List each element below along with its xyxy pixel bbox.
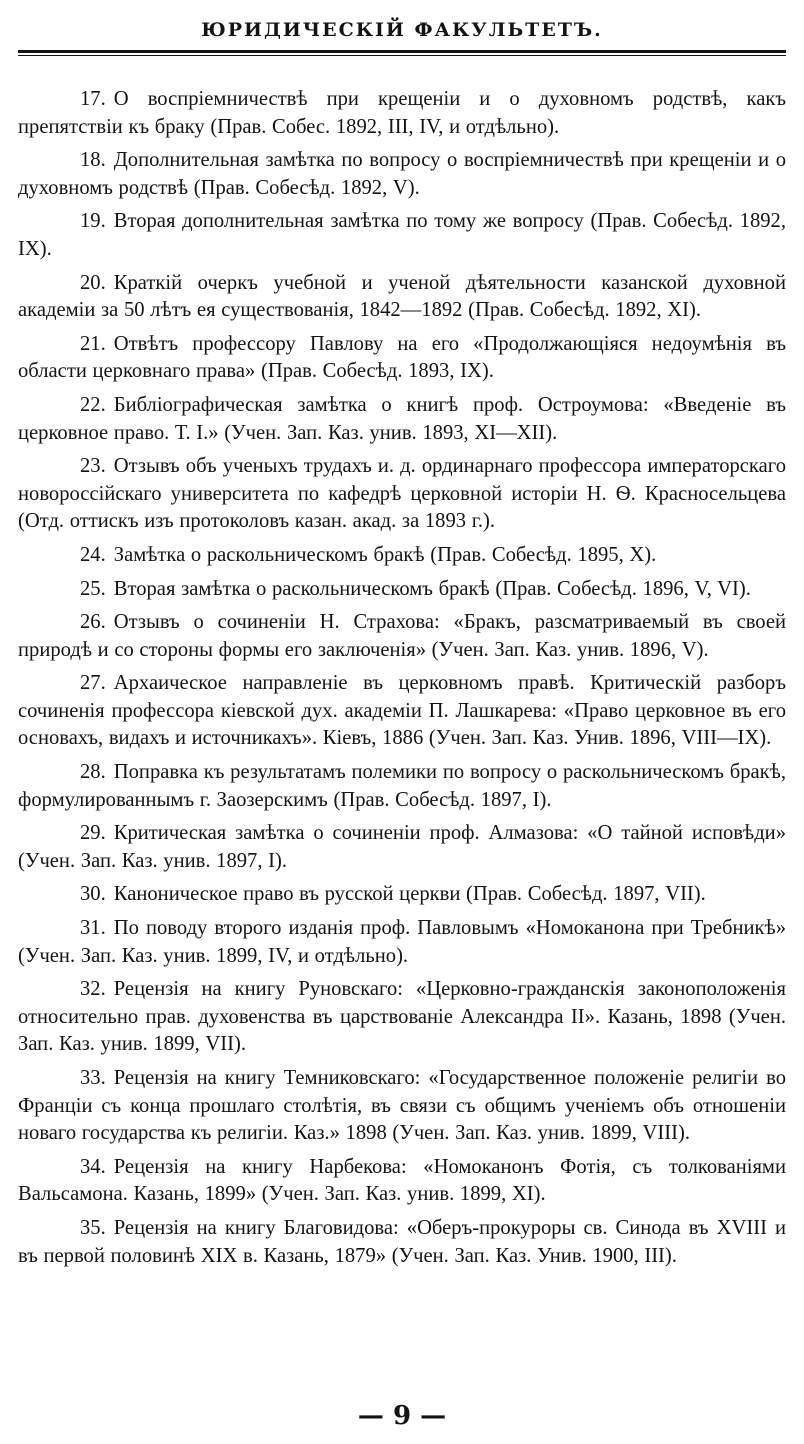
header-rule-thin <box>18 55 786 56</box>
bibliography-entry <box>18 453 786 536</box>
entry-number: 33. <box>80 1067 106 1089</box>
entry-text: Замѣтка о раскольническомъ бракѣ (Прав. Собесѣд. 1895, X). <box>113 543 657 566</box>
bibliography-entry <box>18 270 786 325</box>
entry-number: 30. <box>80 883 106 906</box>
running-header: ЮРИДИЧЕСКІЙ ФАКУЛЬТЕТЪ. <box>201 19 603 41</box>
bibliography-entry <box>18 609 786 664</box>
entry-text: Рецензія на книгу Нарбекова: «Номоканонъ Фотія, съ толкованіями Вальсамона. Казань, 1899» (Учен. Зап. Каз. унив. 1899, XI). <box>18 1155 786 1206</box>
entry-text: Дополнительная замѣтка по вопросу о воспріемничествѣ при крещеніи и о духовномъ родствѣ (Прав. Собесѣд. 1892, V). <box>18 149 786 199</box>
entry-text: О воспріемничествѣ при крещеніи и о духовномъ родствѣ, какъ препятствіи къ браку (Прав. Собес. 1892, III, IV, и отдѣльно). <box>18 88 786 138</box>
entry-number: 22. <box>80 393 106 416</box>
entry-number: 28. <box>80 761 106 784</box>
entry-text: Отзывъ объ ученыхъ трудахъ и. д. ординарнаго профессора императорскаго новороссійскаго университета по кафедрѣ церковной исторіи Н. Ѳ. Красносельцева (Отд. оттискъ изъ протоколовъ казан. акад. за 1893 г.). <box>18 455 786 533</box>
entry-number: 29. <box>80 822 106 845</box>
entry-text: Поправка къ результатамъ полемики по вопросу о раскольническомъ бракѣ, формулированнымъ г. Заозерскимъ (Прав. Собесѣд. 1897, I). <box>18 761 786 811</box>
entry-number: 34. <box>80 1155 106 1178</box>
entry-text: Библіографическая замѣтка о книгѣ проф. Остроумова: «Введеніе въ церковное право. Т. I.» (Учен. Зап. Каз. унив. 1893, XI—XII). <box>18 393 786 444</box>
entry-number: 18. <box>80 149 106 172</box>
bibliography-entry <box>18 331 786 386</box>
entry-number: 35. <box>80 1216 106 1239</box>
entry-number: 17. <box>80 88 106 110</box>
entry-text: Архаическое направленіе въ церковномъ правѣ. Критическій разборъ сочиненія профессора кіевской дух. академіи П. Лашкарева: «Право церковное въ его основахъ, видахъ и источникахъ». Кіевъ, 1886 (Учен. Зап. Каз. Унив. 1896, VIII—IX). <box>18 672 786 750</box>
bibliography-entry <box>18 976 786 1059</box>
entry-text: Каноническое право въ русской церкви (Прав. Собесѣд. 1897, VII). <box>113 883 706 906</box>
bibliography-entry <box>18 542 786 570</box>
entry-text: Рецензія на книгу Руновскаго: «Церковно-гражданскія законоположенія относительно прав. духовенства въ царствованіе Александра II». Казань, 1898 (Учен. Зап. Каз. унив. 1899, VII). <box>18 978 786 1056</box>
bibliography-entry <box>18 820 786 875</box>
entry-text: По поводу второго изданія проф. Павловымъ «Номоканона при Требникѣ» (Учен. Зап. Каз. унив. 1899, IV, и отдѣльно). <box>18 917 786 967</box>
bibliography-list <box>18 86 786 1276</box>
bibliography-entry <box>18 1154 786 1209</box>
entry-number: 26. <box>80 611 106 634</box>
bibliography-entry <box>18 576 786 604</box>
bibliography-entry <box>18 759 786 814</box>
page-number: — 9 — <box>357 1401 447 1431</box>
entry-number: 24. <box>80 543 106 566</box>
entry-text: Отзывъ о сочиненіи Н. Страхова: «Бракъ, разсматриваемый въ своей природѣ и со стороны формы его заключенія» (Учен. Зап. Каз. унив. 1896, V). <box>18 611 786 661</box>
entry-text: Критическая замѣтка о сочиненіи проф. Алмазова: «О тайной исповѣди» (Учен. Зап. Каз. унив. 1897, I). <box>18 822 786 872</box>
entry-text: Вторая дополнительная замѣтка по тому же вопросу (Прав. Собесѣд. 1892, IX). <box>18 210 786 260</box>
entry-number: 19. <box>80 210 106 233</box>
entry-text: Рецензія на книгу Благовидова: «Оберъ-прокуроры св. Синода въ XVIII и въ первой половинѣ XIX в. Казань, 1879» (Учен. Зап. Каз. Унив. 1900, III). <box>18 1216 786 1267</box>
bibliography-entry <box>18 1065 786 1148</box>
bibliography-entry <box>18 147 786 202</box>
bibliography-entry <box>18 1215 786 1270</box>
entry-number: 21. <box>80 332 106 355</box>
entry-text: Краткій очеркъ учебной и ученой дѣятельности казанской духовной академіи за 50 лѣтъ ея существованія, 1842—1892 (Прав. Собесѣд. 1892, XI). <box>18 271 786 322</box>
bibliography-entry <box>18 915 786 970</box>
bibliography-entry <box>18 208 786 263</box>
entry-number: 31. <box>80 917 106 940</box>
entry-number: 20. <box>80 271 106 294</box>
entry-number: 27. <box>80 672 106 695</box>
bibliography-entry <box>18 881 786 909</box>
bibliography-entry <box>18 392 786 447</box>
entry-number: 23. <box>80 455 106 478</box>
entry-text: Рецензія на книгу Темниковскаго: «Государственное положеніе религіи во Франціи съ конца прошлаго столѣтія, въ связи съ общимъ ученіемъ объ отношеніи новаго государства къ религіи. Каз.» 1898 (Учен. Зап. Каз. унив. 1899, VIII). <box>18 1067 786 1145</box>
bibliography-entry <box>18 670 786 753</box>
bibliography-entry <box>18 86 786 141</box>
entry-text: Отвѣтъ профессору Павлову на его «Продолжающіяся недоумѣнія въ области церковнаго права» (Прав. Собесѣд. 1893, IX). <box>18 332 786 383</box>
entry-number: 25. <box>80 577 106 600</box>
header-rule <box>18 50 786 53</box>
entry-text: Вторая замѣтка о раскольническомъ бракѣ (Прав. Собесѣд. 1896, V, VI). <box>113 577 751 600</box>
entry-number: 32. <box>80 978 106 1001</box>
